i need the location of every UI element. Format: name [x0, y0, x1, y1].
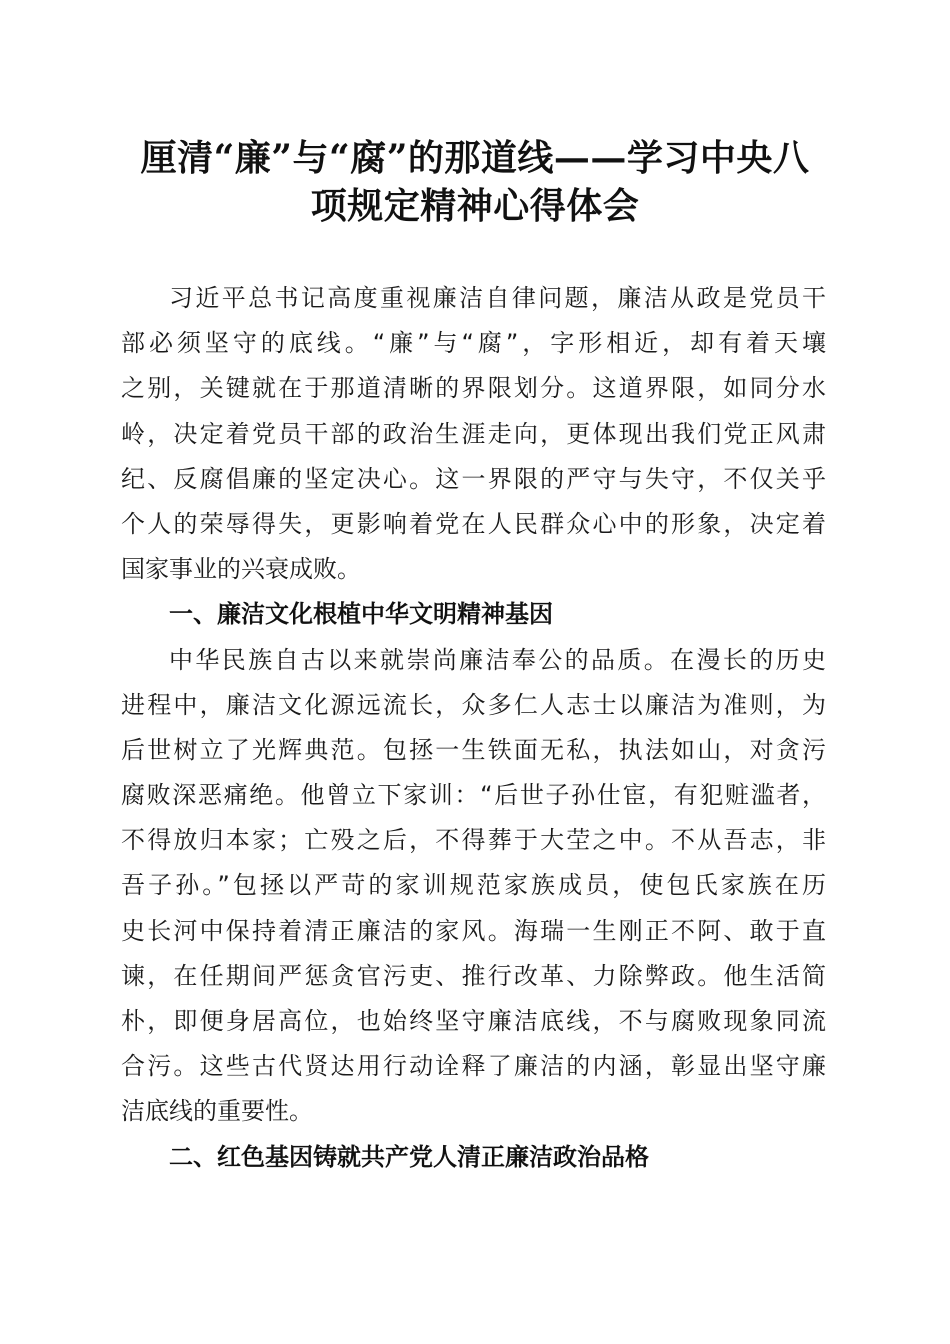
- text-line: 习近平总书记高度重视廉洁自律问题，廉洁从政是党员干: [169, 284, 826, 312]
- text-line: 之别，关键就在于那道清晰的界限划分。这道界限，如同分水: [121, 374, 826, 403]
- text-line: 后世树立了光辉典范。包拯一生铁面无私，执法如山，对贪污: [121, 735, 826, 764]
- text-line: 合污。这些古代贤达用行动诠释了廉洁的内涵，彰显出坚守廉: [121, 1052, 826, 1081]
- paragraph-intro: [121, 276, 826, 592]
- text-line: 个人的荣辱得失，更影响着党在人民群众心中的形象，决定着: [121, 509, 826, 538]
- text-line: 岭，决定着党员干部的政治生涯走向，更体现出我们党正风肃: [121, 419, 826, 448]
- section-heading: 一、廉洁文化根植中华文明精神基因: [169, 600, 553, 629]
- text-line: 史长河中保持着清正廉洁的家风。海瑞一生刚正不阿、敢于直: [121, 916, 826, 945]
- text-line: 国家事业的兴衰成败。: [121, 555, 361, 584]
- text-line: 进程中，廉洁文化源远流长，众多仁人志士以廉洁为准则，为: [121, 690, 826, 719]
- title-line: 厘清“廉”与“腐”的那道线——学习中央八: [140, 137, 810, 179]
- title-line: 项规定精神心得体会: [310, 185, 640, 227]
- paragraph-history: [121, 638, 826, 1135]
- text-line: 中华民族自古以来就崇尚廉洁奉公的品质。在漫长的历史: [169, 645, 826, 674]
- text-line: 腐败深恶痛绝。他曾立下家训：“后世子孙仕宦，有犯赃滥者，: [121, 781, 826, 810]
- text-line: 洁底线的重要性。: [121, 1097, 313, 1126]
- text-line: 不得放归本家；亡殁之后，不得葬于大茔之中。不从吾志，非: [121, 826, 826, 855]
- section-heading: 二、红色基因铸就共产党人清正廉洁政治品格: [169, 1142, 649, 1171]
- text-line: 谏，在任期间严惩贪官污吏、推行改革、力除弊政。他生活简: [121, 961, 826, 990]
- text-line: 纪、反腐倡廉的坚定决心。这一界限的严守与失守，不仅关乎: [121, 464, 826, 493]
- document-title: [100, 134, 850, 230]
- text-line: 吾子孙。”包拯以严苛的家训规范家族成员，使包氏家族在历: [121, 871, 826, 900]
- text-line: 朴，即便身居高位，也始终坚守廉洁底线，不与腐败现象同流: [121, 1007, 826, 1035]
- text-line: 部必须坚守的底线。“廉”与“腐”，字形相近，却有着天壤: [121, 329, 826, 358]
- document-body: [121, 276, 826, 1180]
